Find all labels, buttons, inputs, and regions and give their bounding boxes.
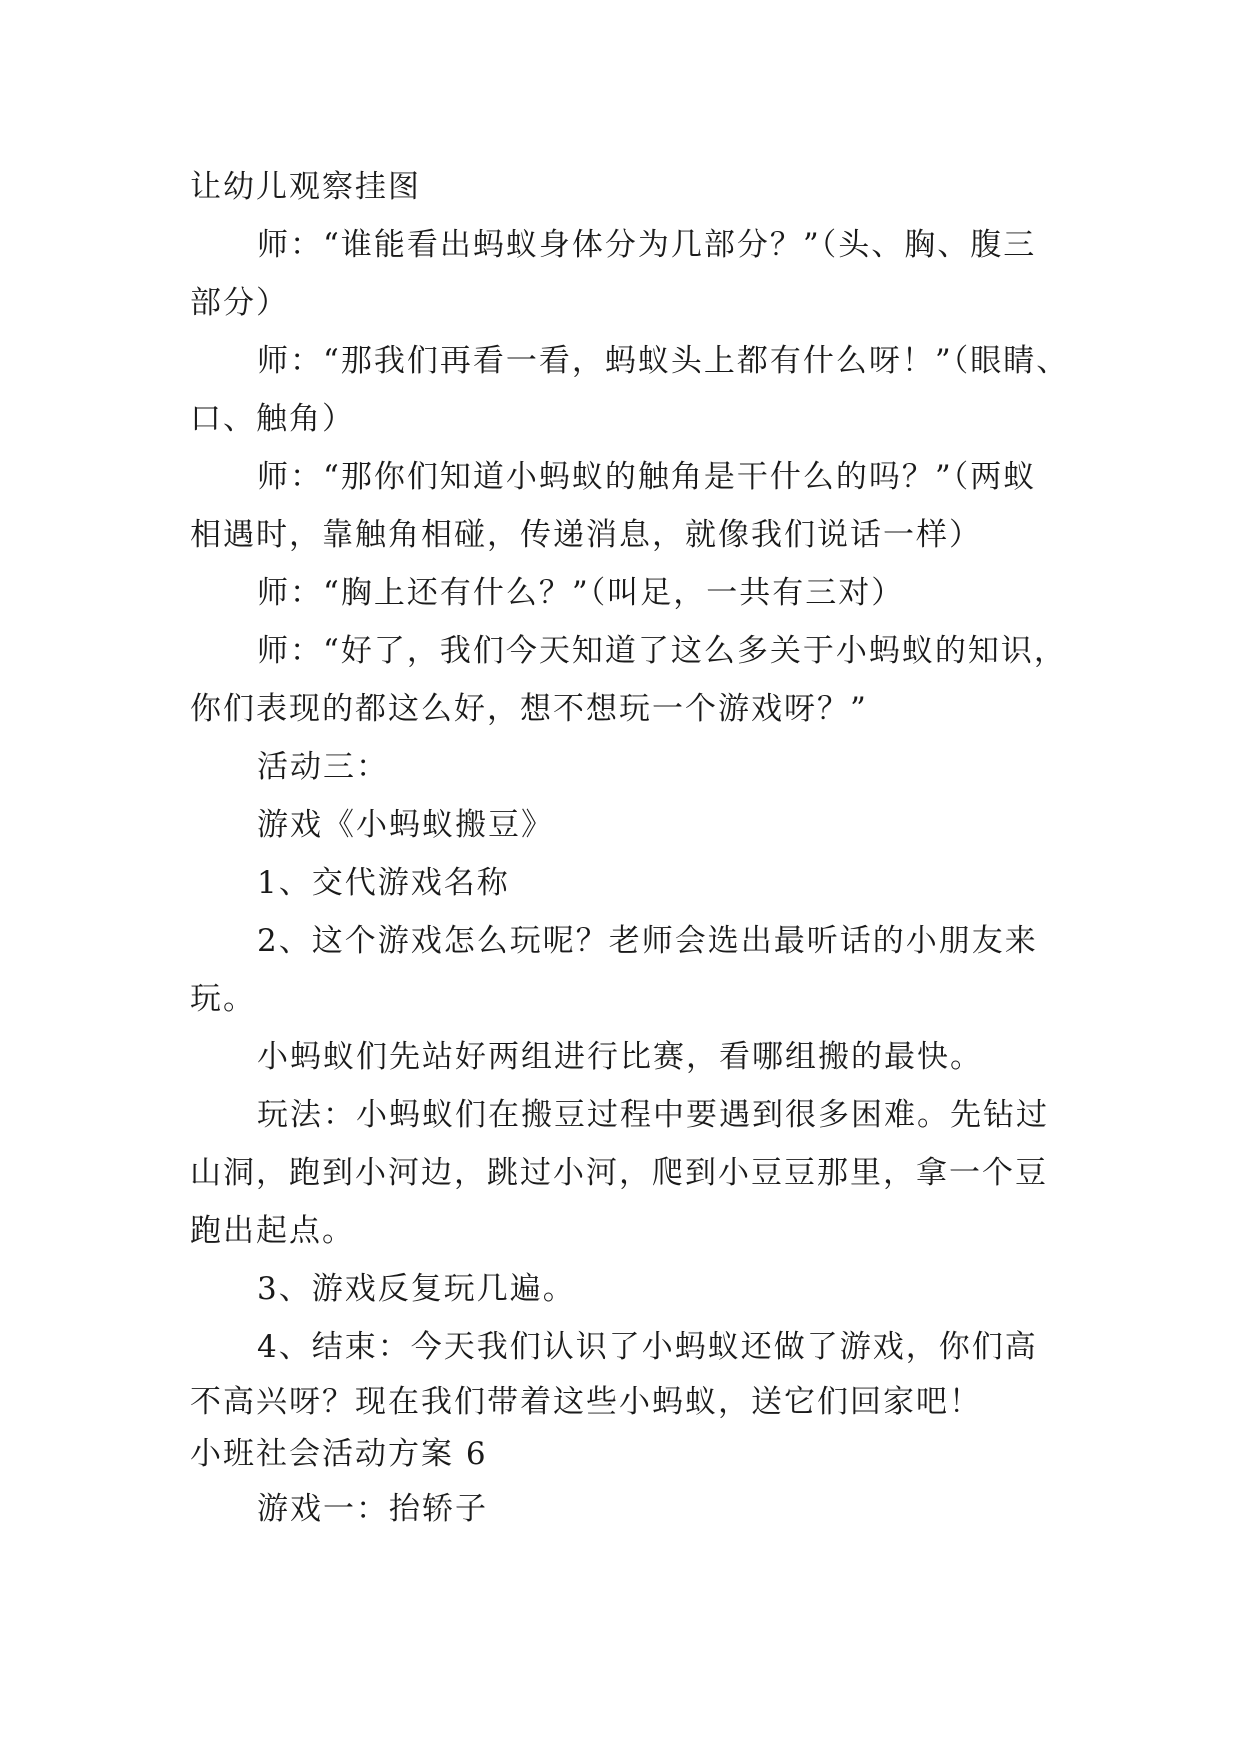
paragraph-line: 师：“那我们再看一看，蚂蚁头上都有什么呀！”（眼睛、: [257, 343, 1070, 379]
list-item: 2、这个游戏怎么玩呢？老师会选出最听话的小朋友来: [257, 923, 1038, 959]
paragraph-line: 师：“胸上还有什么？”（叫足，一共有三对）: [257, 575, 905, 611]
list-item: 3、游戏反复玩几遍。: [257, 1271, 576, 1307]
paragraph-line: 跑出起点。: [190, 1213, 355, 1249]
section-heading: 游戏一：抬轿子: [257, 1491, 488, 1527]
document-page: [190, 158, 1070, 1538]
paragraph-line: 玩法：小蚂蚁们在搬豆过程中要遇到很多困难。先钻过: [257, 1097, 1049, 1133]
paragraph-line: 玩。: [190, 981, 256, 1017]
paragraph-line: 相遇时，靠触角相碰，传递消息，就像我们说话一样）: [190, 517, 982, 553]
paragraph-line: 口、触角）: [190, 401, 355, 437]
paragraph-line: 师：“那你们知道小蚂蚁的触角是干什么的吗？”（两蚁: [257, 459, 1037, 495]
game-title: 游戏《小蚂蚁搬豆》: [257, 807, 554, 843]
paragraph-line: 山洞，跑到小河边，跳过小河，爬到小豆豆那里，拿一个豆: [190, 1155, 1048, 1191]
paragraph-line: 小蚂蚁们先站好两组进行比赛，看哪组搬的最快。: [257, 1039, 983, 1075]
list-item: 1、交代游戏名称: [257, 865, 510, 901]
paragraph-line: 让幼儿观察挂图: [190, 169, 421, 205]
paragraph-line: 师：“好了，我们今天知道了这么多关于小蚂蚁的知识，: [257, 633, 1067, 669]
paragraph-line: 不高兴呀？现在我们带着这些小蚂蚁，送它们回家吧！: [190, 1384, 982, 1420]
section-heading: 活动三：: [257, 749, 389, 785]
section-title: 小班社会活动方案 6: [190, 1436, 488, 1472]
paragraph-line: 师：“谁能看出蚂蚁身体分为几部分？”（头、胸、腹三: [257, 227, 1037, 263]
paragraph-line: 你们表现的都这么好，想不想玩一个游戏呀？”: [190, 691, 868, 727]
paragraph-line: 部分）: [190, 285, 289, 321]
list-item: 4、结束：今天我们认识了小蚂蚁还做了游戏，你们高: [257, 1329, 1038, 1365]
